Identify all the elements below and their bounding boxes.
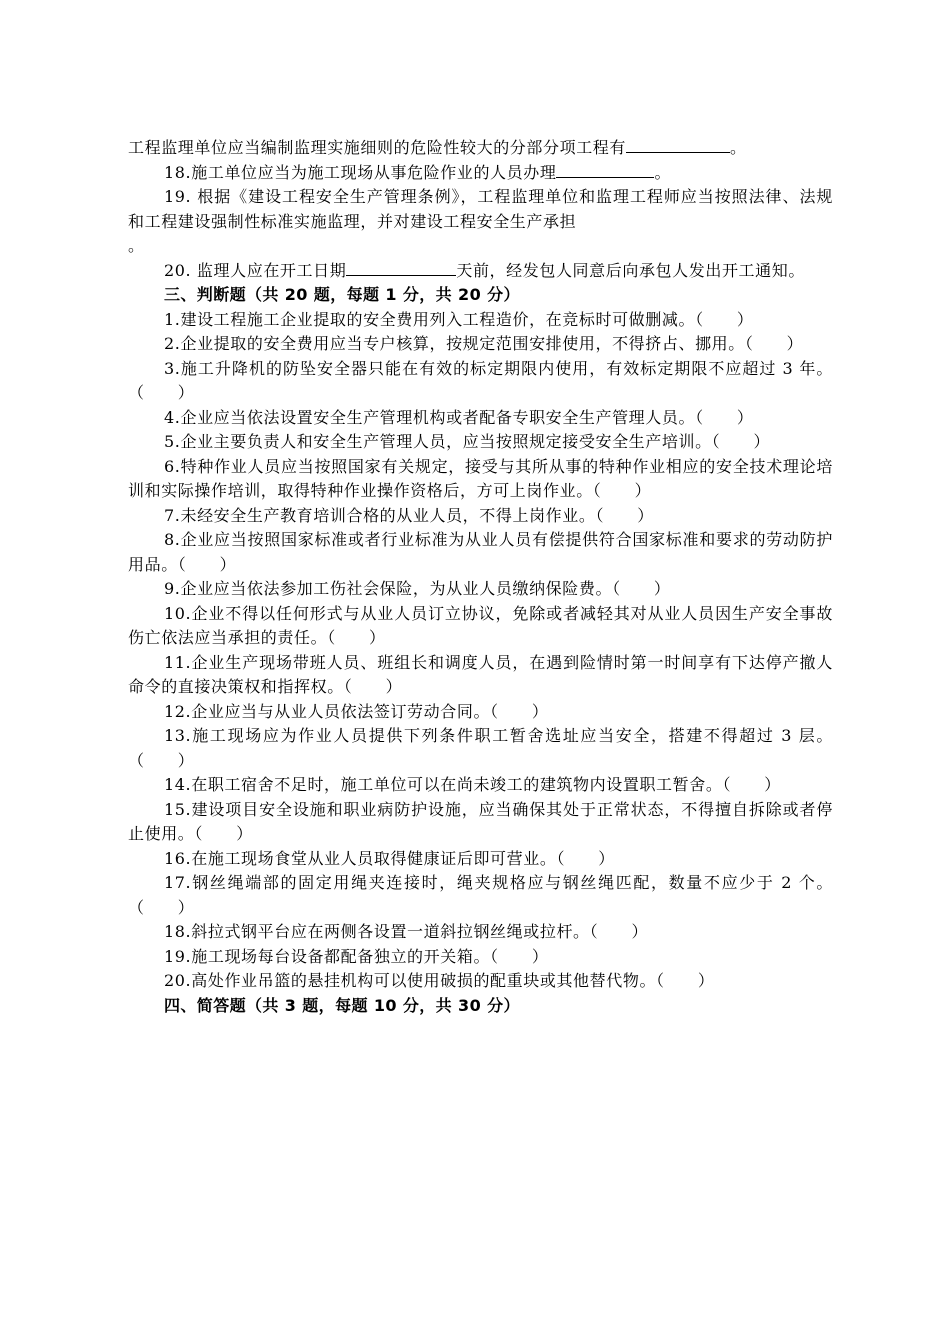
- judgment-item: 11.企业生产现场带班人员、班组长和调度人员，在遇到险情时第一时间享有下达停产撤人命令的直接决策权和指挥权。（ ）: [128, 652, 833, 696]
- judgment-item: 12.企业应当与从业人员依法签订劳动合同。（ ）: [164, 701, 549, 721]
- judgment-item: 15.建设项目安全设施和职业病防护设施，应当确保其处于正常状态，不得擅自拆除或者停止使用。（ ）: [128, 799, 833, 843]
- q17-end: 。: [730, 138, 747, 157]
- q19-text: 19. 根据《建设工程安全生产管理条例》，工程监理单位和监理工程师应当按照法律、法规和工程建设强制性标准实施监理，并对建设工程安全生产承担: [128, 187, 833, 231]
- q18-end: 。: [654, 162, 672, 182]
- answer-blank[interactable]: [346, 260, 456, 276]
- fill-in-q18: [128, 161, 833, 186]
- judgment-item: 17.钢丝绳端部的固定用绳夹连接时，绳夹规格应与钢丝绳匹配，数量不应少于 2 个。（ ）: [128, 873, 833, 917]
- judgment-item: 10.企业不得以任何形式与从业人员订立协议，免除或者减轻其对从业人员因生产安全事故伤亡依法应当承担的责任。（ ）: [128, 603, 833, 647]
- judgment-item: 9.企业应当依法参加工伤社会保险，为从业人员缴纳保险费。（ ）: [164, 579, 671, 598]
- fill-in-q17-tail: [128, 136, 833, 161]
- q19-end: 。: [128, 236, 145, 255]
- judgment-item: 7.未经安全生产教育培训合格的从业人员，不得上岗作业。（ ）: [164, 505, 654, 525]
- fill-in-q20: [128, 259, 833, 284]
- judgment-item: 2.企业提取的安全费用应当专户核算，按规定范围安排使用，不得挤占、挪用。（ ）: [164, 334, 804, 353]
- judgment-item: 8.企业应当按照国家标准或者行业标准为从业人员有偿提供符合国家标准和要求的劳动防护用品。（ ）: [128, 530, 833, 574]
- judgment-item: 5.企业主要负责人和安全生产管理人员，应当按照规定接受安全生产培训。（ ）: [164, 432, 771, 451]
- judgment-item: 13.施工现场应为作业人员提供下列条件职工暂舍选址应当安全，搭建不得超过 3 层。（ ）: [128, 726, 833, 770]
- judgment-item: 14.在职工宿舍不足时，施工单位可以在尚未竣工的建筑物内设置职工暂舍。（ ）: [164, 775, 781, 794]
- judgment-item: 20.高处作业吊篮的悬挂机构可以使用破损的配重块或其他替代物。（ ）: [164, 971, 715, 990]
- q17-text: 工程监理单位应当编制监理实施细则的危险性较大的分部分项工程有: [128, 138, 627, 157]
- q18-text: 18.施工单位应当为施工现场从事危险作业的人员办理: [164, 162, 557, 182]
- q20-text-a: 20. 监理人应在开工日期: [164, 260, 347, 280]
- fill-in-q19: [128, 185, 833, 259]
- judgment-item: 19.施工现场每台设备都配备独立的开关箱。（ ）: [164, 946, 549, 966]
- answer-blank[interactable]: [626, 137, 730, 153]
- judgment-item: 18.斜拉式钢平台应在两侧各设置一道斜拉钢丝绳或拉杆。（ ）: [164, 922, 649, 941]
- document-body: [128, 136, 833, 1018]
- section-heading-judgment: 三、判断题（共 20 题，每题 1 分，共 20 分）: [164, 285, 520, 304]
- judgment-item: 1.建设工程施工企业提取的安全费用列入工程造价，在竞标时可做删减。（ ）: [164, 309, 754, 329]
- judgment-item: 4.企业应当依法设置安全生产管理机构或者配备专职安全生产管理人员。（ ）: [164, 407, 754, 427]
- section-heading-short-answer: 四、简答题（共 3 题，每题 10 分，共 30 分）: [164, 995, 520, 1015]
- answer-blank[interactable]: [556, 162, 654, 178]
- judgment-item: 3.施工升降机的防坠安全器只能在有效的标定期限内使用，有效标定期限不应超过 3 年。（ ）: [128, 358, 833, 402]
- judgment-item: 6.特种作业人员应当按照国家有关规定，接受与其所从事的特种作业相应的安全技术理论培训和实际操作培训，取得特种作业操作资格后，方可上岗作业。（ ）: [128, 456, 833, 500]
- judgment-item: 16.在施工现场食堂从业人员取得健康证后即可营业。（ ）: [164, 848, 615, 868]
- q20-text-b: 天前，经发包人同意后向承包人发出开工通知。: [456, 260, 805, 280]
